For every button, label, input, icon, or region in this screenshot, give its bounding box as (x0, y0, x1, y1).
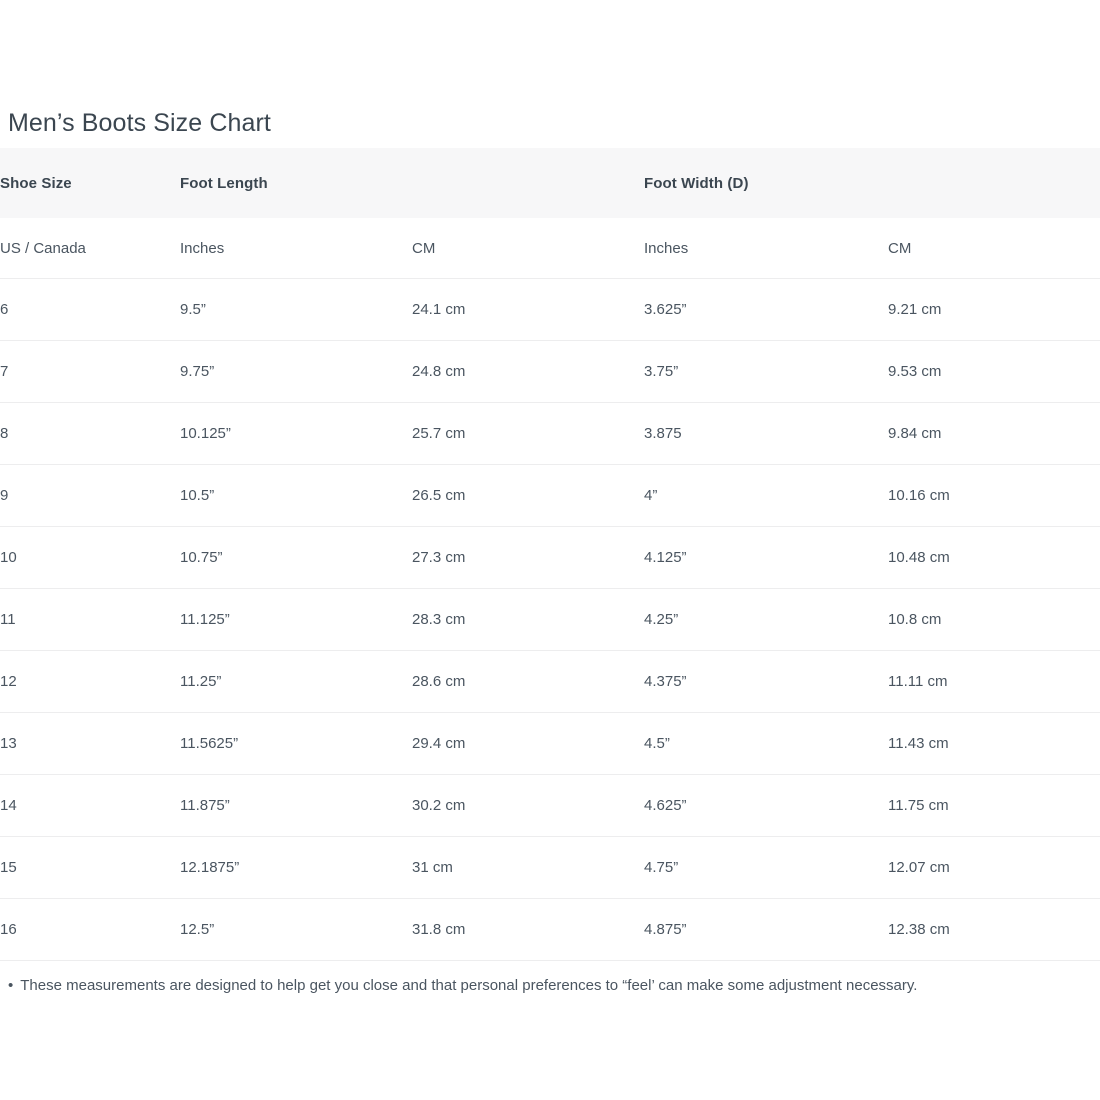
cell-shoe-size: 9 (0, 465, 180, 527)
cell-shoe-size: 14 (0, 775, 180, 837)
cell-width-cm: 9.21 cm (888, 279, 1100, 341)
cell-length-inches: 11.875” (180, 775, 412, 837)
table-head (0, 148, 1100, 279)
group-header-shoe-size: Shoe Size (0, 174, 72, 192)
cell-length-cm: 29.4 cm (412, 713, 644, 775)
cell-shoe-size: 12 (0, 651, 180, 713)
table-row (0, 527, 1100, 589)
cell-length-cm: 24.8 cm (412, 341, 644, 403)
cell-width-cm: 11.43 cm (888, 713, 1100, 775)
size-chart-table (0, 148, 1100, 961)
cell-width-cm: 11.75 cm (888, 775, 1100, 837)
cell-shoe-size: 8 (0, 403, 180, 465)
table-row (0, 837, 1100, 899)
cell-width-inches: 4” (644, 465, 888, 527)
measurement-note-text: These measurements are designed to help get you close and that personal preferences to “feel’ can make some adjustment necessary. (20, 977, 918, 994)
cell-length-inches: 11.25” (180, 651, 412, 713)
cell-length-cm: 28.6 cm (412, 651, 644, 713)
cell-length-inches: 11.125” (180, 589, 412, 651)
group-header-foot-length-spacer (412, 148, 644, 218)
cell-width-cm: 11.11 cm (888, 651, 1100, 713)
cell-length-inches: 9.75” (180, 341, 412, 403)
cell-width-inches: 4.375” (644, 651, 888, 713)
cell-length-inches: 10.125” (180, 403, 412, 465)
cell-length-cm: 24.1 cm (412, 279, 644, 341)
cell-width-cm: 10.16 cm (888, 465, 1100, 527)
cell-length-inches: 10.75” (180, 527, 412, 589)
cell-shoe-size: 6 (0, 279, 180, 341)
cell-length-cm: 26.5 cm (412, 465, 644, 527)
cell-width-inches: 4.75” (644, 837, 888, 899)
table-row (0, 465, 1100, 527)
cell-width-inches: 4.625” (644, 775, 888, 837)
table-group-header-row (0, 148, 1100, 218)
sub-header-width-inches: Inches (644, 218, 888, 279)
group-header-foot-width-spacer (888, 148, 1100, 218)
cell-length-inches: 10.5” (180, 465, 412, 527)
table-row (0, 713, 1100, 775)
table-row (0, 279, 1100, 341)
cell-width-inches: 3.875 (644, 403, 888, 465)
sub-header-us-canada: US / Canada (0, 218, 180, 279)
cell-width-inches: 3.75” (644, 341, 888, 403)
cell-length-inches: 9.5” (180, 279, 412, 341)
cell-width-cm: 9.84 cm (888, 403, 1100, 465)
cell-length-inches: 11.5625” (180, 713, 412, 775)
page-title: Men’s Boots Size Chart (8, 108, 271, 137)
cell-length-cm: 28.3 cm (412, 589, 644, 651)
measurement-note (8, 975, 917, 996)
cell-width-cm: 10.48 cm (888, 527, 1100, 589)
cell-width-cm: 12.38 cm (888, 899, 1100, 961)
cell-shoe-size: 10 (0, 527, 180, 589)
cell-shoe-size: 11 (0, 589, 180, 651)
cell-length-cm: 27.3 cm (412, 527, 644, 589)
cell-width-inches: 3.625” (644, 279, 888, 341)
table-row (0, 341, 1100, 403)
table-row (0, 775, 1100, 837)
cell-shoe-size: 13 (0, 713, 180, 775)
table-row (0, 589, 1100, 651)
cell-width-cm: 9.53 cm (888, 341, 1100, 403)
table-sub-header-row (0, 218, 1100, 279)
cell-shoe-size: 16 (0, 899, 180, 961)
cell-length-inches: 12.5” (180, 899, 412, 961)
cell-length-inches: 12.1875” (180, 837, 412, 899)
group-header-foot-length: Foot Length (180, 174, 268, 192)
cell-width-inches: 4.25” (644, 589, 888, 651)
group-header-foot-width: Foot Width (D) (644, 174, 749, 192)
table-row (0, 403, 1100, 465)
cell-width-cm: 10.8 cm (888, 589, 1100, 651)
table-row (0, 899, 1100, 961)
table-row (0, 651, 1100, 713)
cell-width-inches: 4.5” (644, 713, 888, 775)
cell-length-cm: 31 cm (412, 837, 644, 899)
cell-length-cm: 25.7 cm (412, 403, 644, 465)
table-body (0, 279, 1100, 961)
cell-shoe-size: 7 (0, 341, 180, 403)
cell-length-cm: 30.2 cm (412, 775, 644, 837)
cell-length-cm: 31.8 cm (412, 899, 644, 961)
sub-header-width-cm: CM (888, 218, 1100, 279)
cell-width-cm: 12.07 cm (888, 837, 1100, 899)
cell-width-inches: 4.125” (644, 527, 888, 589)
cell-shoe-size: 15 (0, 837, 180, 899)
cell-width-inches: 4.875” (644, 899, 888, 961)
size-chart-table-container (0, 148, 1100, 961)
sub-header-length-cm: CM (412, 218, 644, 279)
bullet-glyph: • (8, 977, 14, 994)
sub-header-length-inches: Inches (180, 218, 412, 279)
